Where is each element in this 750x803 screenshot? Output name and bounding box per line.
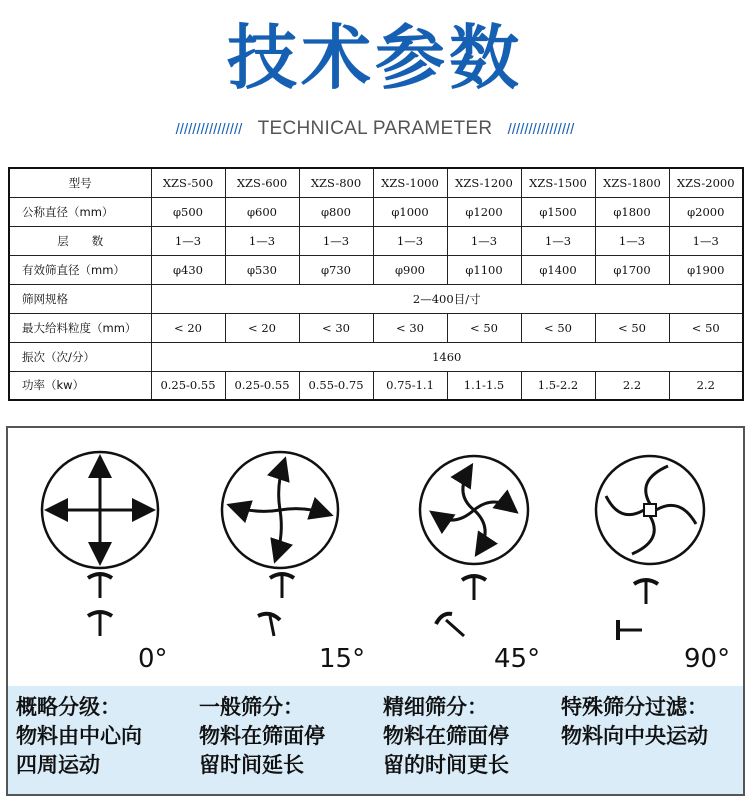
table-cell: φ730 — [299, 255, 373, 284]
table-cell: < 50 — [447, 313, 521, 342]
table-cell: 1.5-2.2 — [521, 371, 595, 400]
table-cell: φ600 — [225, 197, 299, 226]
table-cell: 0.55-0.75 — [299, 371, 373, 400]
weight-0-icon — [88, 574, 112, 636]
table-cell: < 20 — [151, 313, 225, 342]
table-cell: φ1000 — [373, 197, 447, 226]
table-cell: φ430 — [151, 255, 225, 284]
table-cell: < 50 — [669, 313, 743, 342]
row-label: 型号 — [9, 168, 151, 197]
table-cell: φ530 — [225, 255, 299, 284]
motion-diagram — [8, 428, 747, 690]
table-cell: < 50 — [521, 313, 595, 342]
motion-descriptions — [8, 686, 743, 794]
table-cell: φ1900 — [669, 255, 743, 284]
table-cell: 0.25-0.55 — [225, 371, 299, 400]
table-cell-span: 2—400目/寸 — [151, 284, 743, 313]
weight-15-icon — [258, 574, 294, 636]
table-row — [9, 284, 743, 313]
table-row — [9, 197, 743, 226]
description-special: 特殊筛分过滤： 物料向中央运动 — [561, 694, 708, 748]
subtitle-decoration-left: //////////////// — [175, 121, 243, 138]
motion-pattern-15-icon — [222, 452, 338, 568]
table-cell: φ500 — [151, 197, 225, 226]
table-cell: 1—3 — [447, 226, 521, 255]
angle-label-15: 15° — [319, 644, 366, 674]
table-cell: 1—3 — [669, 226, 743, 255]
table-cell: < 30 — [299, 313, 373, 342]
table-row — [9, 226, 743, 255]
table-cell: XZS-2000 — [669, 168, 743, 197]
description-fine: 精细筛分： 物料在筛面停 留的时间更长 — [383, 694, 509, 777]
table-cell: 1—3 — [595, 226, 669, 255]
table-cell: < 30 — [373, 313, 447, 342]
table-row — [9, 342, 743, 371]
table-cell: φ1200 — [447, 197, 521, 226]
table-cell: φ1500 — [521, 197, 595, 226]
table-cell: < 20 — [225, 313, 299, 342]
motion-pattern-90-icon — [596, 456, 704, 564]
table-row — [9, 168, 743, 197]
table-cell: XZS-1000 — [373, 168, 447, 197]
table-cell: 0.75-1.1 — [373, 371, 447, 400]
table-cell: 1.1-1.5 — [447, 371, 521, 400]
row-label: 有效筛直径（mm） — [9, 255, 151, 284]
weight-45-icon — [436, 576, 486, 636]
motion-pattern-45-icon — [420, 456, 528, 564]
table-cell: φ1400 — [521, 255, 595, 284]
angle-label-90: 90° — [684, 644, 731, 674]
row-label: 最大给料粒度（mm） — [9, 313, 151, 342]
table-cell: 1—3 — [373, 226, 447, 255]
table-cell: φ2000 — [669, 197, 743, 226]
table-row — [9, 255, 743, 284]
table-cell: 1—3 — [151, 226, 225, 255]
page-title: 技术参数 — [227, 17, 523, 99]
page-subtitle — [0, 117, 750, 142]
row-label: 层 数 — [9, 226, 151, 255]
row-label: 公称直径（mm） — [9, 197, 151, 226]
table-cell: φ1800 — [595, 197, 669, 226]
description-coarse: 概略分级： 物料由中心向 四周运动 — [16, 694, 142, 777]
table-cell: XZS-1200 — [447, 168, 521, 197]
row-label: 功率（kw） — [9, 371, 151, 400]
table-cell: φ1700 — [595, 255, 669, 284]
table-cell: XZS-800 — [299, 168, 373, 197]
table-cell: 2.2 — [595, 371, 669, 400]
table-cell: φ800 — [299, 197, 373, 226]
table-cell: XZS-1800 — [595, 168, 669, 197]
motion-diagram-panel — [6, 426, 745, 796]
table-cell: 0.25-0.55 — [151, 371, 225, 400]
subtitle-text: TECHNICAL PARAMETER — [257, 118, 493, 139]
table-cell: φ900 — [373, 255, 447, 284]
subtitle-decoration-right: //////////////// — [507, 121, 575, 138]
row-label: 筛网规格 — [9, 284, 151, 313]
description-general: 一般筛分： 物料在筛面停 留时间延长 — [199, 694, 325, 777]
table-cell: 1—3 — [521, 226, 595, 255]
table-cell-span: 1460 — [151, 342, 743, 371]
table-row — [9, 313, 743, 342]
motion-pattern-0-icon — [42, 452, 158, 568]
table-row — [9, 371, 743, 400]
table-cell: 1—3 — [299, 226, 373, 255]
angle-label-0: 0° — [138, 644, 168, 674]
table-cell: XZS-600 — [225, 168, 299, 197]
table-cell: < 50 — [595, 313, 669, 342]
table-cell: 1—3 — [225, 226, 299, 255]
row-label: 振次（次/分） — [9, 342, 151, 371]
table-cell: 2.2 — [669, 371, 743, 400]
weight-90-icon — [618, 580, 658, 640]
table-cell: XZS-500 — [151, 168, 225, 197]
table-cell: XZS-1500 — [521, 168, 595, 197]
angle-label-45: 45° — [494, 644, 541, 674]
spec-table — [8, 167, 744, 401]
table-cell: φ1100 — [447, 255, 521, 284]
